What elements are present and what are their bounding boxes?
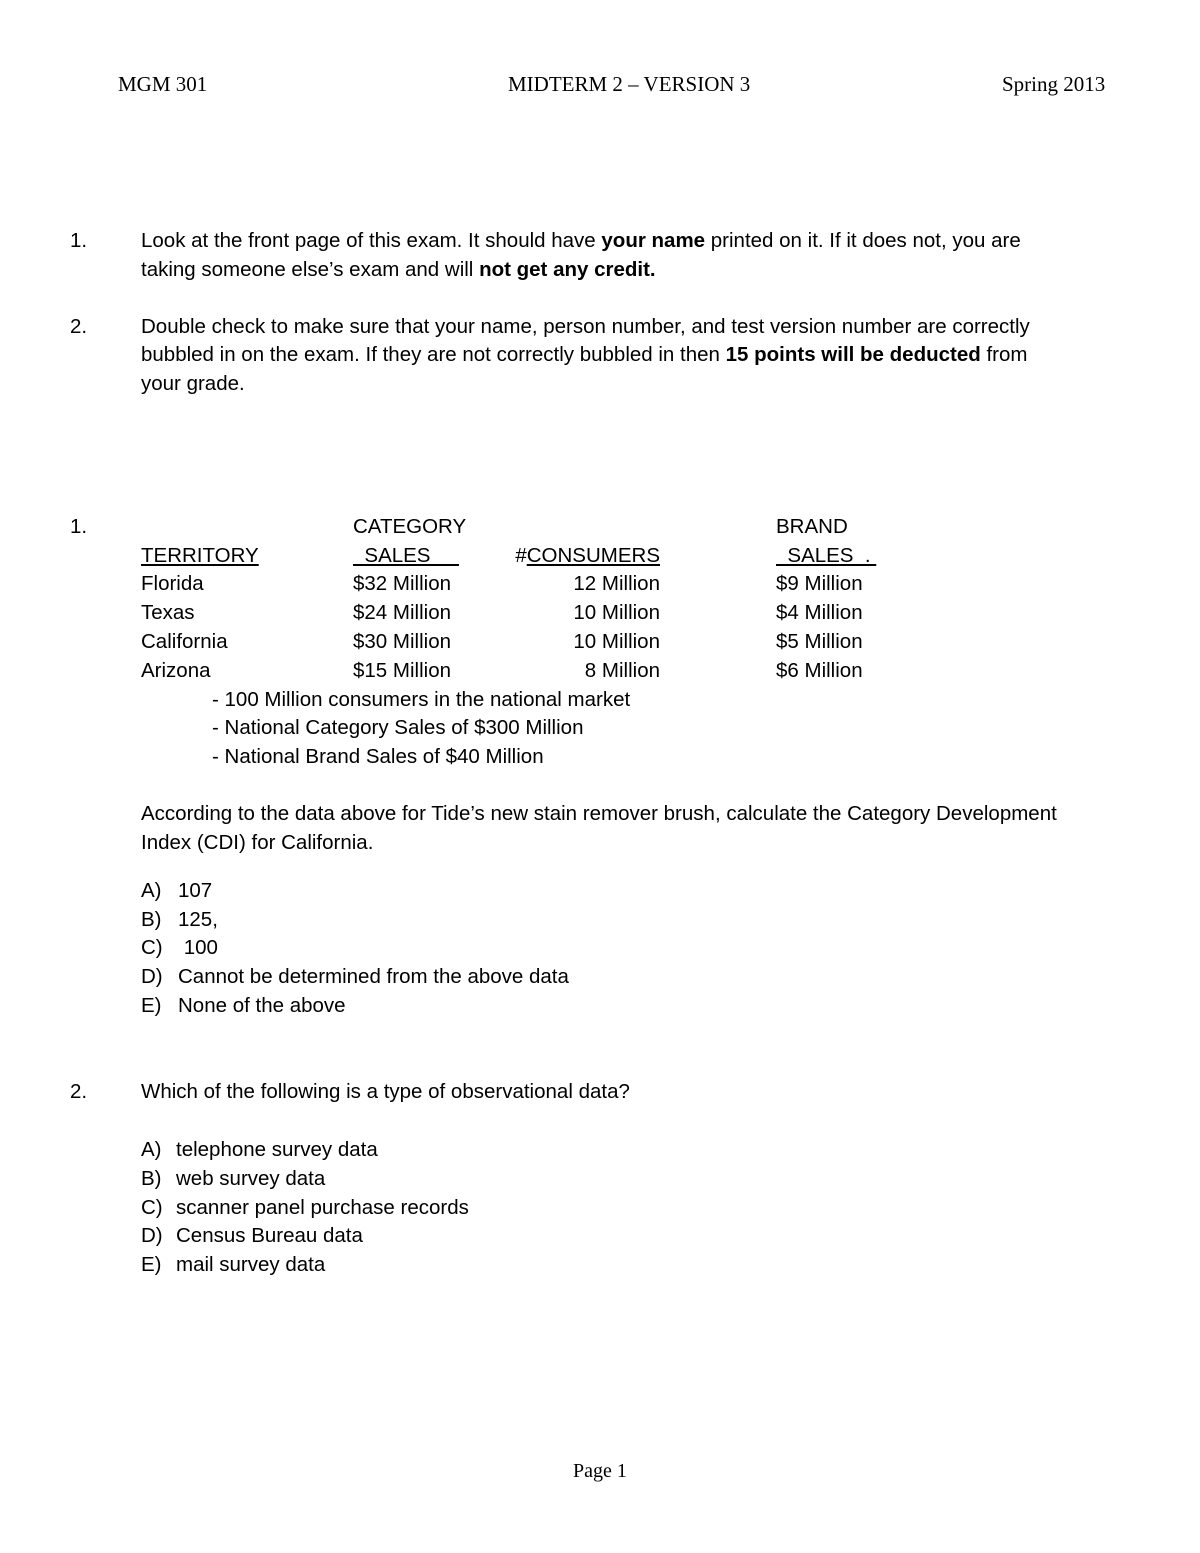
table-cell: $9 Million <box>776 572 863 595</box>
option-letter: E) <box>141 994 162 1017</box>
option-text: 107 <box>178 879 213 902</box>
column-header: TERRITORY <box>141 544 259 567</box>
option-letter: B) <box>141 1167 162 1190</box>
exam-title: MIDTERM 2 – VERSION 3 <box>508 72 751 96</box>
table-note: - National Brand Sales of $40 Million <box>212 745 544 768</box>
option-text: web survey data <box>176 1167 326 1190</box>
option-text: 100 <box>178 936 218 959</box>
question-number: 1. <box>70 515 88 538</box>
table-note: - 100 Million consumers in the national market <box>212 688 631 711</box>
table-cell: $6 Million <box>776 659 863 682</box>
table-note: - National Category Sales of $300 Million <box>212 716 584 739</box>
instruction-number: 1. <box>70 229 88 252</box>
option-text: Census Bureau data <box>176 1224 363 1247</box>
question-prompt: According to the data above for Tide’s new stain remover brush, calculate the Category Development <box>141 802 1057 825</box>
table-cell: $15 Million <box>353 659 451 682</box>
instruction-text: your grade. <box>141 372 245 395</box>
option-text: scanner panel purchase records <box>176 1196 469 1219</box>
table-cell: Texas <box>141 601 195 624</box>
course-code: MGM 301 <box>118 72 208 96</box>
option-letter: E) <box>141 1253 162 1276</box>
question-prompt: Index (CDI) for California. <box>141 831 374 854</box>
instruction-text: taking someone else’s exam and will not get any credit. <box>141 258 656 281</box>
table-cell: $30 Million <box>353 630 451 653</box>
option-text: telephone survey data <box>176 1138 378 1161</box>
table-cell: Florida <box>141 572 204 595</box>
table-cell: 12 Million <box>573 572 660 595</box>
table-cell: 10 Million <box>573 601 660 624</box>
table-cell: $24 Million <box>353 601 451 624</box>
column-header: #CONSUMERS <box>515 544 660 567</box>
option-text: mail survey data <box>176 1253 326 1276</box>
option-letter: B) <box>141 908 162 931</box>
page-number: Page 1 <box>573 1460 627 1482</box>
option-text: None of the above <box>178 994 346 1017</box>
instruction-text: Look at the front page of this exam. It should have your name printed on it. If it does not, you are <box>141 229 1021 252</box>
column-header-top: BRAND <box>776 515 848 538</box>
instruction-number: 2. <box>70 315 88 338</box>
instruction-text: Double check to make sure that your name, person number, and test version number are correctly <box>141 315 1030 338</box>
option-text: 125, <box>178 908 218 931</box>
option-letter: C) <box>141 936 163 959</box>
table-cell: $32 Million <box>353 572 451 595</box>
instruction-text: bubbled in on the exam. If they are not correctly bubbled in then 15 points will be deducted from <box>141 343 1028 366</box>
column-header: SALES . <box>776 544 877 567</box>
table-cell: $4 Million <box>776 601 863 624</box>
question-number: 2. <box>70 1080 88 1103</box>
column-header: SALES <box>353 544 459 567</box>
table-cell: 8 Million <box>584 659 660 682</box>
option-text: Cannot be determined from the above data <box>178 965 569 988</box>
option-letter: C) <box>141 1196 163 1219</box>
exam-term: Spring 2013 <box>1002 72 1106 96</box>
option-letter: D) <box>141 965 163 988</box>
table-cell: 10 Million <box>573 630 660 653</box>
question-prompt: Which of the following is a type of observational data? <box>141 1080 630 1103</box>
table-cell: $5 Million <box>776 630 863 653</box>
option-letter: D) <box>141 1224 163 1247</box>
table-cell: Arizona <box>141 659 211 682</box>
column-header-top: CATEGORY <box>353 515 467 538</box>
table-cell: California <box>141 630 228 653</box>
option-letter: A) <box>141 879 162 902</box>
option-letter: A) <box>141 1138 162 1161</box>
